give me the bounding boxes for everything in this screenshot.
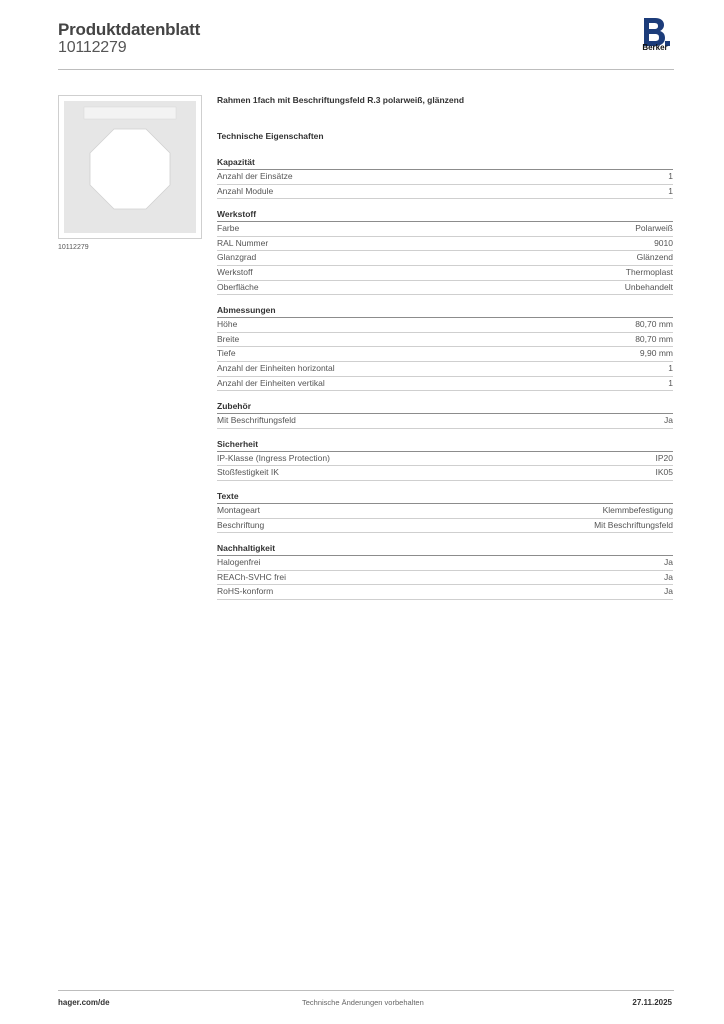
- property-row: [217, 237, 673, 252]
- property-label: Höhe: [217, 319, 238, 330]
- property-section: [217, 156, 673, 199]
- property-label: REACh-SVHC frei: [217, 571, 286, 582]
- property-row: [217, 585, 673, 600]
- property-value: Ja: [664, 557, 673, 568]
- footer-divider: [58, 990, 674, 991]
- property-row: [217, 266, 673, 281]
- header-divider: [58, 69, 674, 70]
- product-image-frame: [58, 95, 202, 239]
- property-value: 1: [668, 362, 673, 373]
- property-label: Tiefe: [217, 348, 236, 359]
- property-section: [217, 304, 673, 391]
- page-title: Produktdatenblatt: [58, 20, 201, 39]
- property-label: Montageart: [217, 504, 260, 515]
- property-row: [217, 185, 673, 200]
- property-value: 9010: [654, 237, 673, 248]
- section-title: Kapazität: [217, 156, 673, 170]
- product-details: [217, 95, 673, 609]
- property-label: Oberfläche: [217, 281, 259, 292]
- property-row: [217, 170, 673, 185]
- property-label: Anzahl der Einheiten vertikal: [217, 377, 325, 388]
- property-label: Anzahl Module: [217, 185, 274, 196]
- footer-date: 27.11.2025: [632, 998, 672, 1007]
- property-value: 1: [668, 171, 673, 181]
- property-row: [217, 504, 673, 519]
- image-caption: 10112279: [58, 244, 89, 251]
- property-value: Glänzend: [636, 252, 673, 263]
- property-section: [217, 490, 673, 533]
- property-label: Stoßfestigkeit IK: [217, 467, 279, 478]
- property-value: IP20: [655, 452, 673, 463]
- property-row: [217, 362, 673, 377]
- article-number: 10112279: [58, 39, 127, 56]
- property-label: IP-Klasse (Ingress Protection): [217, 452, 330, 463]
- property-row: [217, 222, 673, 237]
- property-row: [217, 318, 673, 333]
- property-row: [217, 414, 673, 429]
- property-row: [217, 519, 673, 534]
- property-value: Unbehandelt: [624, 281, 673, 292]
- section-title: Abmessungen: [217, 304, 673, 318]
- property-row: [217, 281, 673, 296]
- property-value: Ja: [664, 571, 673, 582]
- property-value: Klemmbefestigung: [602, 504, 673, 515]
- property-label: Mit Beschriftungsfeld: [217, 415, 296, 426]
- property-section: [217, 542, 673, 600]
- property-label: RAL Nummer: [217, 237, 269, 248]
- property-row: [217, 452, 673, 467]
- property-value: 80,70 mm: [635, 333, 673, 344]
- property-value: Polarweiß: [635, 223, 673, 234]
- property-label: Anzahl der Einheiten horizontal: [217, 362, 335, 373]
- property-section: [217, 208, 673, 295]
- properties-heading: Technische Eigenschaften: [217, 131, 324, 141]
- section-title: Texte: [217, 490, 673, 504]
- property-label: Werkstoff: [217, 266, 253, 277]
- property-row: [217, 251, 673, 266]
- property-row: [217, 333, 673, 348]
- property-row: [217, 556, 673, 571]
- frame-product-image: [64, 101, 196, 233]
- product-name: Rahmen 1fach mit Beschriftungsfeld R.3 polarweiß, glänzend: [217, 95, 465, 105]
- property-label: Anzahl der Einsätze: [217, 171, 293, 181]
- property-row: [217, 466, 673, 481]
- property-value: 1: [668, 377, 673, 388]
- property-label: Beschriftung: [217, 519, 265, 530]
- property-row: [217, 347, 673, 362]
- property-value: IK05: [655, 467, 673, 478]
- properties-table: [217, 156, 673, 600]
- section-title: Zubehör: [217, 400, 673, 414]
- footer-notice: Technische Änderungen vorbehalten: [302, 998, 424, 1007]
- property-value: Ja: [664, 586, 673, 597]
- property-label: Glanzgrad: [217, 252, 257, 263]
- footer-website-link[interactable]: hager.com/de: [58, 998, 110, 1007]
- section-title: Werkstoff: [217, 208, 673, 222]
- property-row: [217, 571, 673, 586]
- property-label: Breite: [217, 333, 240, 344]
- property-row: [217, 377, 673, 392]
- property-value: 9,90 mm: [639, 348, 673, 359]
- page-header: [58, 20, 674, 70]
- section-title: Nachhaltigkeit: [217, 542, 673, 556]
- property-label: Halogenfrei: [217, 557, 261, 568]
- property-value: Mit Beschriftungsfeld: [594, 519, 673, 530]
- section-title: Sicherheit: [217, 438, 673, 452]
- property-value: Ja: [664, 415, 673, 426]
- property-value: 80,70 mm: [635, 319, 673, 330]
- property-section: [217, 438, 673, 481]
- brand-name: Berker: [642, 43, 668, 52]
- property-section: [217, 400, 673, 429]
- property-label: RoHS-konform: [217, 586, 274, 597]
- property-value: Thermoplast: [625, 266, 673, 277]
- property-value: 1: [668, 185, 673, 196]
- property-label: Farbe: [217, 223, 240, 234]
